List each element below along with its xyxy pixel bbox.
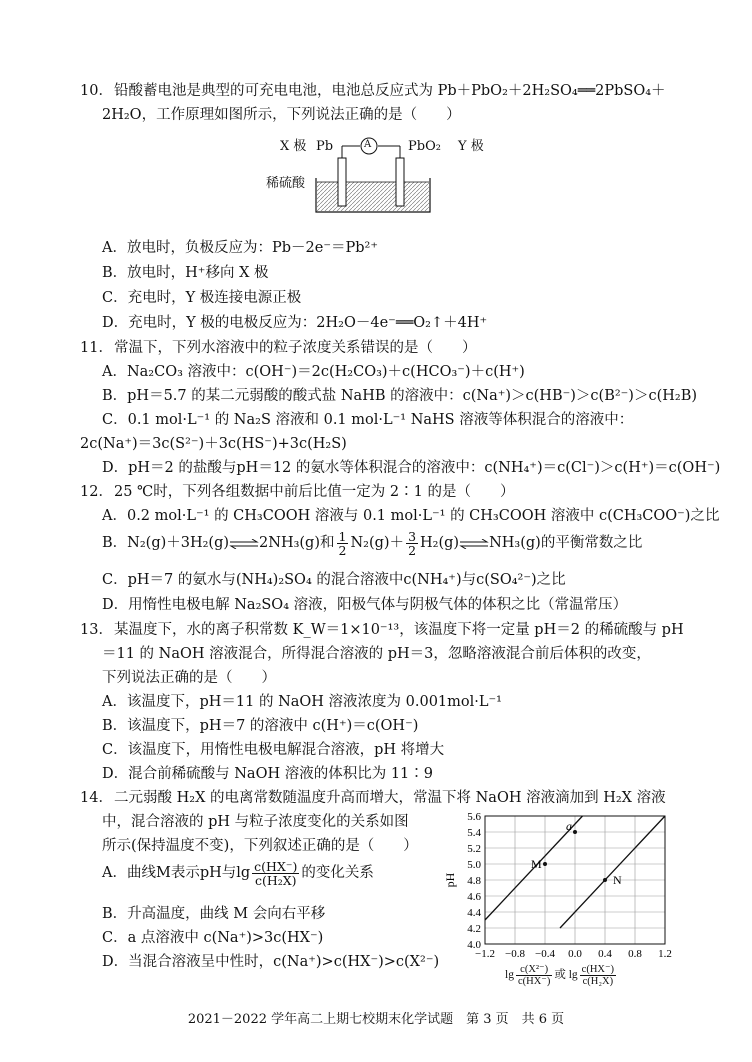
y-tick-label: 4.2 xyxy=(467,923,481,935)
q11-option-d: D．pH＝2 的盐酸与pH＝12 的氨水等体积混合的溶液中：c(NH₄⁺)＝c(Cl⁻)＞c(H⁺)＝c(OH⁻) xyxy=(102,460,721,476)
q10-line2: 2H₂O，工作原理如图所示，下列说法正确的是（ ） xyxy=(102,107,461,123)
y-axis-label: pH xyxy=(443,872,457,888)
q13-number: 13． xyxy=(80,622,113,638)
x-tick-label: 0.0 xyxy=(568,948,582,960)
q13-line1: 某温度下，水的离子积常数 K_W＝1×10⁻¹³，该温度下将一定量 pH＝2 的稀硫酸与 pH xyxy=(114,622,684,638)
frac-den: 2 xyxy=(338,543,347,559)
q12-option-a: A．0.2 mol·L⁻¹ 的 CH₃COOH 溶液与 0.1 mol·L⁻¹ 的 CH₃COOH 溶液中 c(CH₃COO⁻)之比 xyxy=(102,508,720,524)
pbo2-label: PbO₂ xyxy=(408,139,441,154)
x-tick-label: 0.4 xyxy=(598,948,612,960)
x-label-mid: 或 lg xyxy=(554,968,578,981)
q12-stem: 25 ℃时，下列各组数据中前后比值一定为 2∶1 的是（ ） xyxy=(114,484,515,500)
equilibrium-arrow-icon xyxy=(459,539,489,549)
page-footer: 2021－2022 学年高二上期七校期末化学试题 第 3 页 共 6 页 xyxy=(187,1012,565,1027)
frac-den: c(HX⁻) xyxy=(517,976,551,988)
x-tick-label: 1.2 xyxy=(658,948,672,960)
x-pole-label: X 极 xyxy=(280,139,307,154)
q14-option-b: B．升高温度，曲线 M 会向右平移 xyxy=(102,906,326,922)
q12-b-part1: B．N₂(g)＋3H₂(g) xyxy=(102,534,230,551)
q10-option-b: B．放电时，H⁺移向 X 极 xyxy=(102,265,269,281)
frac-num: c(HX⁻) xyxy=(254,859,298,874)
q13-line2: ＝11 的 NaOH 溶液混合，所得混合溶液的 pH＝3，忽略溶液混合前后体积的改变， xyxy=(102,646,651,662)
y-tick-label: 5.6 xyxy=(467,811,481,823)
q12-option-d: D．用惰性电极电解 Na₂SO₄ 溶液，阳极气体与阴极气体的体积之比（常温常压） xyxy=(102,597,628,613)
ammeter-label: A xyxy=(364,139,372,150)
q13-option-d: D．混合前稀硫酸与 NaOH 溶液的体积比为 11∶9 xyxy=(102,766,433,782)
point-label-N: N xyxy=(613,873,622,887)
q10-option-d: D．充电时，Y 极的电极反应为：2H₂O－4e⁻══O₂↑＋4H⁺ xyxy=(102,315,488,331)
q13-option-b: B．该温度下，pH＝7 的溶液中 c(H⁺)＝c(OH⁻) xyxy=(102,718,419,734)
q11-option-c: C．0.1 mol·L⁻¹ 的 Na₂S 溶液和 0.1 mol·L⁻¹ NaHS 溶液等体积混合的溶液中： xyxy=(102,412,634,428)
q12-option-c: C．pH＝7 的氨水与(NH₄)₂SO₄ 的混合溶液中c(NH₄⁺)与c(SO₄²⁻)之比 xyxy=(102,572,566,588)
q12-b-part4: H₂(g) xyxy=(420,534,460,551)
point-label-a: a xyxy=(566,819,572,833)
q10-option-c: C．充电时，Y 极连接电源正极 xyxy=(102,290,302,306)
q10-option-a: A．放电时，负极反应为：Pb－2e⁻＝Pb²⁺ xyxy=(102,240,378,256)
x-label-frac1 xyxy=(516,964,552,987)
q13-line3: 下列说法正确的是（ ） xyxy=(102,670,276,686)
frac-num: c(HX⁻) xyxy=(581,964,615,975)
x-label-frac2 xyxy=(580,964,616,987)
q14-line2: 中，混合溶液的 pH 与粒子浓度变化的关系如图 xyxy=(102,814,409,830)
q13-option-c: C．该温度下，用惰性电极电解混合溶液，pH 将增大 xyxy=(102,742,445,758)
acid-solution xyxy=(317,182,429,211)
frac-num: c(X²⁻) xyxy=(516,964,552,976)
pb-label: Pb xyxy=(316,139,334,154)
frac-den: 2 xyxy=(408,543,417,559)
frac-den: c(H₂X) xyxy=(582,976,614,988)
q14-option-c: C．a 点溶液中 c(Na⁺)>3c(HX⁻) xyxy=(102,930,324,946)
pbo2-electrode xyxy=(396,158,404,206)
y-tick-label: 4.0 xyxy=(467,939,481,951)
fraction-half xyxy=(337,530,349,557)
y-tick-label: 4.6 xyxy=(467,891,481,903)
q12-option-b xyxy=(102,530,642,557)
q12-b-part3: N₂(g)＋ xyxy=(350,534,405,551)
point-a xyxy=(573,830,577,834)
frac-num: 1 xyxy=(338,529,347,544)
q11-number: 11． xyxy=(80,340,113,356)
q14-a-pre: A．曲线M表示pH与lg xyxy=(102,864,251,881)
q14-a-post: 的变化关系 xyxy=(301,864,374,881)
fraction-hx-h2x xyxy=(252,860,299,887)
q12-b-part5: NH₃(g)的平衡常数之比 xyxy=(489,534,643,551)
x-tick-label: −0.8 xyxy=(505,948,525,960)
pb-electrode xyxy=(338,158,346,206)
ph-chart xyxy=(430,808,680,988)
q14-number: 14． xyxy=(80,790,113,806)
x-tick-label: 0.8 xyxy=(628,948,642,960)
q11-stem: 常温下，下列水溶液中的粒子浓度关系错误的是（ ） xyxy=(114,340,477,356)
y-tick-label: 5.4 xyxy=(467,827,481,839)
q11-option-c-cont: 2c(Na⁺)＝3c(S²⁻)＋3c(HS⁻)+3c(H₂S) xyxy=(80,436,347,452)
fraction-three-halves xyxy=(406,530,418,557)
q14-option-d: D．当混合溶液呈中性时，c(Na⁺)>c(HX⁻)>c(X²⁻) xyxy=(102,954,440,970)
y-pole-label: Y 极 xyxy=(458,139,484,154)
point-M xyxy=(543,862,547,866)
acid-label: 稀硫酸 xyxy=(266,176,306,191)
y-tick-label: 4.8 xyxy=(467,875,481,887)
q13-option-a: A．该温度下，pH＝11 的 NaOH 溶液浓度为 0.001mol·L⁻¹ xyxy=(102,694,502,710)
q14-option-a xyxy=(102,860,374,887)
q10-number: 10． xyxy=(80,83,113,99)
y-tick-label: 5.0 xyxy=(467,859,481,871)
chart-x-label xyxy=(505,964,618,987)
q14-line3: 所示(保持温度不变)，下列叙述正确的是（ ） xyxy=(102,838,418,854)
q11-option-a: A．Na₂CO₃ 溶液中：c(OH⁻)＝2c(H₂CO₃)＋c(HCO₃⁻)＋c(H⁺) xyxy=(102,364,525,380)
battery-diagram xyxy=(266,132,500,216)
q14-line1: 二元弱酸 H₂X 的电离常数随温度升高而增大，常温下将 NaOH 溶液滴加到 H₂X 溶液 xyxy=(114,790,666,806)
q12-b-part2: 2NH₃(g)和 xyxy=(259,534,335,551)
point-N xyxy=(603,878,607,882)
frac-den: c(H₂X) xyxy=(254,873,297,889)
q11-option-b: B．pH＝5.7 的某二元弱酸的酸式盐 NaHB 的溶液中：c(Na⁺)＞c(HB⁻)＞c(B²⁻)＞c(H₂B) xyxy=(102,388,698,404)
frac-num: 3 xyxy=(408,529,417,544)
x-tick-label: −1.2 xyxy=(475,948,495,960)
x-tick-label: −0.4 xyxy=(535,948,555,960)
q12-number: 12． xyxy=(80,484,113,500)
x-label-lg1: lg xyxy=(505,968,514,981)
q10-line1: 铅酸蓄电池是典型的可充电电池，电池总反应式为 Pb＋PbO₂＋2H₂SO₄══2PbSO₄＋ xyxy=(114,83,666,99)
equilibrium-arrow-icon xyxy=(229,539,259,549)
point-label-M: M xyxy=(531,857,542,871)
y-tick-label: 4.4 xyxy=(467,907,481,919)
y-tick-label: 5.2 xyxy=(467,843,481,855)
